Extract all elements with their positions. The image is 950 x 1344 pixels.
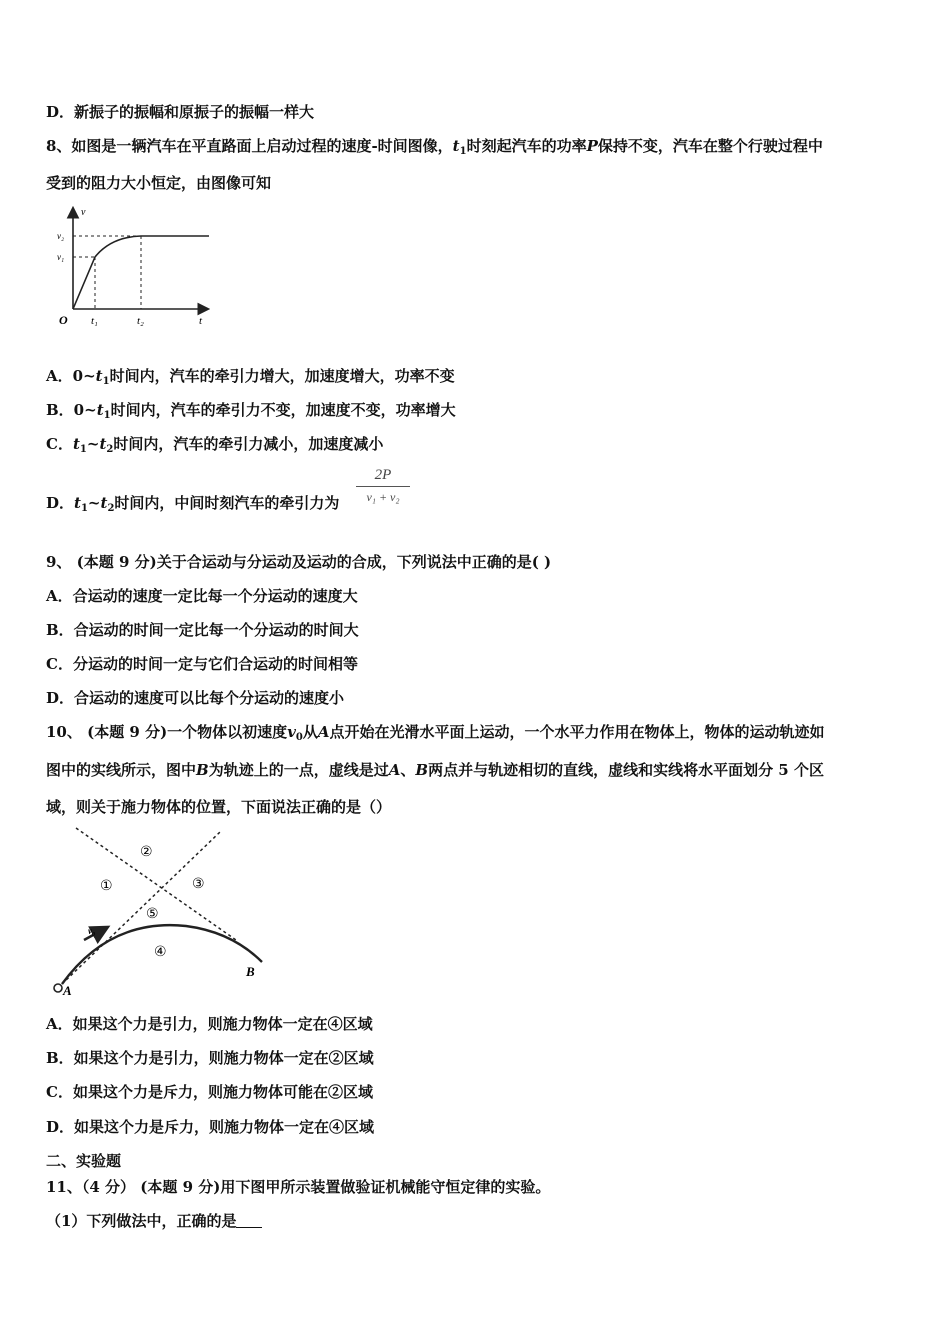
q11-sub1-text: （1）下列做法中，正确的是	[46, 1212, 237, 1230]
q10-label-b: B	[246, 964, 255, 979]
q11-answer-blank[interactable]	[236, 1213, 262, 1228]
q10-point-a-2: A	[388, 761, 401, 779]
q7-option-d: D．新振子的振幅和原振子的振幅一样大	[46, 103, 315, 121]
q8-stem-text-c: 保持不变，汽车在整个行驶过程中	[597, 137, 823, 155]
q8-option-b-text: 时间内，汽车的牵引力不变，加速度不变，功率增大	[110, 401, 456, 419]
q8-option-c-t2: t	[99, 435, 107, 453]
section-title-experiments: 二、实验题	[46, 1152, 122, 1170]
q10-region-4: ④	[154, 944, 167, 960]
q8-option-b-t: t	[96, 401, 104, 419]
q10-v0-label: v₀	[88, 926, 96, 936]
q8-option-b	[46, 400, 456, 426]
q8-option-c-tilde: ~	[86, 435, 100, 453]
q10-region-3: ③	[192, 876, 205, 892]
q8-option-c-t1-sub: 1	[79, 444, 87, 455]
q10-point-b-2: B	[415, 761, 429, 779]
q10-option-c: C．如果这个力是斥力，则施力物体可能在②区域	[46, 1083, 373, 1101]
q8-stem-line2: 受到的阻力大小恒定，由图像可知	[46, 174, 272, 192]
q11-stem: 11、（4 分） (本题 9 分)用下图甲所示装置做验证机械能守恒定律的实验。	[46, 1178, 551, 1196]
q10-stem-text-d: 图中的实线所示，图中	[46, 761, 197, 779]
q8-t2-axis-label: t₂	[137, 315, 144, 327]
q9-stem: 9、 (本题 9 分)关于合运动与分运动及运动的合成，下列说法中正确的是( )	[46, 553, 552, 571]
q8-option-a-t: t	[95, 367, 103, 385]
q10-stem-line1	[46, 722, 825, 748]
q8-fraction-denominator: v₁ + v₂	[366, 490, 400, 504]
q10-stem-text-f: 、	[400, 761, 416, 779]
q10-v0-symbol: v	[287, 723, 296, 741]
q8-origin-label: O	[59, 313, 68, 327]
q10-region-5: ⑤	[146, 906, 159, 922]
q8-power-symbol: P	[586, 137, 598, 155]
q10-start-point	[54, 984, 62, 992]
q8-traction-fraction	[356, 466, 410, 505]
q8-option-b-prefix: B．0~	[46, 401, 97, 419]
q10-stem-text-e: 为轨迹上的一点，虚线是过	[208, 761, 389, 779]
q10-stem-text-b: 从	[302, 723, 318, 741]
q9-option-b: B．合运动的时间一定比每一个分运动的时间大	[46, 621, 359, 639]
q10-stem-text-c: 点开始在光滑水平面上运动，一个水平力作用在物体上，物体的运动轨迹如	[329, 723, 825, 741]
q10-point-a: A	[317, 723, 330, 741]
q10-stem-text-a: 10、 (本题 9 分)一个物体以初速度	[46, 723, 288, 741]
q8-option-d-t1-sub: 1	[80, 503, 88, 514]
q8-t1-symbol: t	[452, 137, 460, 155]
q8-stem-line1	[46, 136, 823, 162]
q8-option-c-prefix: C．	[46, 435, 73, 453]
q8-option-d-prefix: D．	[46, 494, 75, 512]
q8-option-c-text: 时间内，汽车的牵引力减小，加速度减小	[113, 435, 384, 453]
q8-v2-label: v₂	[57, 231, 65, 241]
q9-option-c: C．分运动的时间一定与它们合运动的时间相等	[46, 655, 358, 673]
q10-region-1: ①	[100, 878, 113, 894]
q8-velocity-time-graph	[55, 203, 215, 333]
q8-option-a-text: 时间内，汽车的牵引力增大，加速度增大，功率不变	[109, 367, 455, 385]
q8-option-b-t-sub: 1	[103, 410, 111, 421]
q8-option-a-prefix: A．0~	[46, 367, 96, 385]
q8-fraction-numerator: 2P	[374, 467, 392, 483]
q8-option-c	[46, 434, 383, 460]
q10-trajectory-figure	[48, 826, 268, 998]
q8-stem-text-b: 时刻起汽车的功率	[466, 137, 587, 155]
q10-stem-line3: 域，则关于施力物体的位置，下面说法正确的是（）	[46, 798, 392, 816]
q8-option-d-text: 时间内，中间时刻汽车的牵引力为	[114, 494, 340, 512]
q9-option-d: D．合运动的速度可以比每个分运动的速度小	[46, 689, 345, 707]
q8-option-d	[46, 493, 339, 519]
q8-option-c-t2-sub: 2	[106, 444, 114, 455]
q8-t-axis-label: t	[199, 315, 203, 327]
q8-option-d-t2: t	[100, 494, 108, 512]
q8-t1-axis-label: t₁	[91, 315, 98, 327]
q10-label-a: A	[63, 983, 72, 998]
q10-stem-line2	[46, 760, 824, 780]
q8-t1-subscript: 1	[459, 146, 467, 157]
q8-stem-text-a: 8、如图是一辆汽车在平直路面上启动过程的速度-时间图像，	[46, 137, 453, 155]
q8-option-d-t1: t	[74, 494, 81, 512]
q10-point-b: B	[196, 761, 209, 779]
q10-option-d: D．如果这个力是斥力，则施力物体一定在④区域	[46, 1118, 375, 1136]
q10-option-b: B．如果这个力是引力，则施力物体一定在②区域	[46, 1049, 374, 1067]
q9-option-a: A．合运动的速度一定比每一个分运动的速度大	[46, 587, 358, 605]
q8-v1-label: v₁	[57, 252, 65, 262]
q8-option-d-tilde: ~	[87, 494, 101, 512]
q11-sub1	[46, 1211, 262, 1231]
q8-option-d-t2-sub: 2	[107, 503, 115, 514]
q8-v-axis-label: v	[81, 207, 86, 218]
q8-option-a	[46, 366, 455, 392]
q10-option-a: A．如果这个力是引力，则施力物体一定在④区域	[46, 1015, 373, 1033]
q10-stem-text-g: 两点并与轨迹相切的直线，虚线和实线将水平面划分 5 个区	[428, 761, 824, 779]
q10-v0-subscript: 0	[295, 732, 303, 743]
q8-option-c-t1: t	[72, 435, 80, 453]
q8-option-a-t-sub: 1	[102, 376, 110, 387]
q10-region-2: ②	[140, 844, 153, 860]
q8-fraction-bar	[356, 486, 410, 487]
